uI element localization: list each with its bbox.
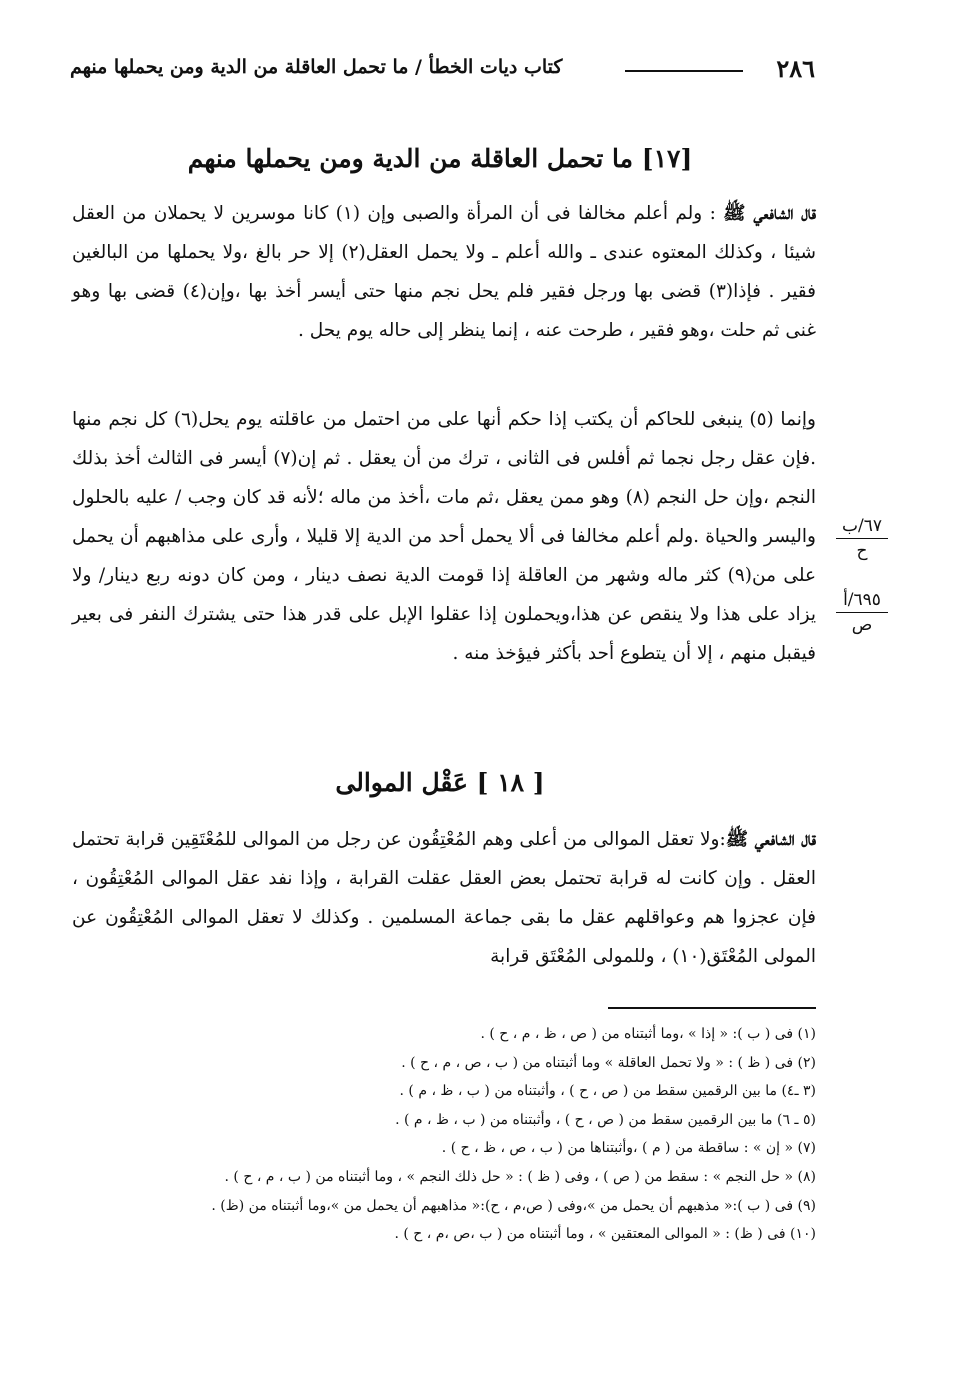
running-header [70,54,815,88]
footnotes [72,1020,816,1249]
paragraph-text: وإنما (٥) ينبغى للحاكم أن يكتب إذا حكم أنها على من احتمل من عاقلته يوم يحل(٦) كل نجم منها .فإن عقل رجل نجما ثم أفلس فى الثانى ، ترك من أن يعقل . ثم إن(٧) أيسر فى الثالث أخذ بذلك النجم ،وإن حل النجم (٨) وهو ممن يعقل ،ثم مات ،أخذ من ماله ؛لأنه قد كان وجب / عليه بالحلول واليسر والحياة .ولم أعلم مخالفا فى ألا يحمل أحد من الدية إلا قليلا ، وأرى على مذاهبهم أن يحمل على من(٩) كثر ماله وشهر من العاقلة إذا قومت الدية نصف دينار ، ومن كان دونه ربع دينار/ ولا يزاد على هذا ولا ينقص عن هذا،ويحملون إذا عقلوا الإبل على قدر هذا حتى يشترك النفر فى بعير فيقبل منهم ، إلا أن يتطوع أحد بأكثر فيؤخذ منه . [72,409,816,664]
page-number: ٢٨٦ [776,54,815,83]
section-17-heading: [١٧] ما تحمل العاقلة من الدية ومن يحملها منهم [187,144,693,173]
margin-note-top: ٦٩٥/أ [843,590,881,610]
paragraph-text: : ولم أعلم مخالفا فى أن المرأة والصبى وإن (١) كانا موسرين لا يحملان من العقل شيئا ، وكذلك المعتوه عندى ـ والله أعلم ـ ولا يحمل العقل(٢) إلا حر بالغ ،ولا يحملها من البالغين فقير . فإذا(٣) قضى بها ورجل فقير فلم يحل نجم منها حتى أيسر أخذ بها ،وإن(٤) قضى بها وهو غنى ثم حلت ،وهو فقير ، طرحت عنه ، إنما ينظر إلى حاله يوم يحل . [72,203,817,341]
section-17-paragraph-2 [72,400,816,673]
footnote: (١٠) فى ( ظ) : « الموالى المعتقين » ، وما أثبتناه من ( ب ،ص ،م ، ح ) . [394,1226,816,1243]
footnote: (١) فى ( ب ): « إذا » ،وما أثبتناه من ( ص ، ظ ، م ، ح ) . [480,1026,816,1042]
footnote: (٧) « إن » : ساقطة من ( م ) ،وأثبتناها من ( ب ، ص ، ظ ، ح ) . [441,1140,816,1157]
margin-note-1 [832,516,892,561]
margin-note-divider [836,612,888,613]
margin-note-top: ٦٧/ب [842,516,882,536]
footnote-rule [608,1007,816,1009]
margin-note-bottom: ح [856,541,868,561]
footnote: (٩) فى ( ب ):« مذهبهم أن يحمل من »،وفى ( ص،م ، ح):« مذاهبهم أن يحمل من »،وما أثبتناه من (ظ) . [211,1197,816,1214]
running-title: كتاب ديات الخطأ / ما تحمل العاقلة من الدية ومن يحملها منهم [70,56,563,78]
section-17-paragraph-1 [72,194,816,350]
section-18-paragraph-1 [72,820,816,976]
section-18-heading: [ ١٨ ] عَقْل الموالى [335,768,545,797]
paragraph-text: :ولا تعقل الموالى من أعلى وهم المُعْتِقُون عن رجل من الموالى للمُعْتَقِين قرابة تحتمل العقل . وإن كانت له قرابة تحتمل بعض العقل عقلت القرابة ، وإذا نفد عقل الموالى المُعْتِقُون ، فإن عجزوا هم وعواقلهم عقل ما بقى جماعة المسلمين . وكذلك لا تعقل الموالى المُعْتِقُون عن المولى المُعْتَق(١٠) ، وللمولى المُعْتَق قرابة [72,829,816,967]
speaker-attribution: قال الشافعي ﷺ [725,829,816,850]
footnote: (٣ ـ٤) ما بين الرقمين سقط من ( ص ، ح ) ، وأثبتناه من ( ب ، ظ ، م ) . [399,1083,816,1100]
footnote: (٢) فى ( ظ ) : « ولا تحمل العاقلة » وما أثبتناه من ( ب ، ص ، م ، ح ) . [401,1054,816,1071]
footnote: (٨) « حل النجم » : سقط من ( ص ) ، وفى ( ظ ) : « حل ذلك النجم » ، وما أثبتناه من ( ب ، م ، ح ) . [224,1168,816,1185]
margin-note-2 [832,590,892,635]
margin-note-bottom: ص [851,615,873,635]
header-rule [625,70,743,72]
footnote: (٥ ـ ٦) ما بين الرقمين سقط من ( ص ، ح ) ، وأثبتناه من ( ب ، ظ ، م ) . [395,1111,816,1128]
speaker-attribution: قال الشافعي ﷺ [723,203,817,224]
margin-note-divider [836,538,888,539]
